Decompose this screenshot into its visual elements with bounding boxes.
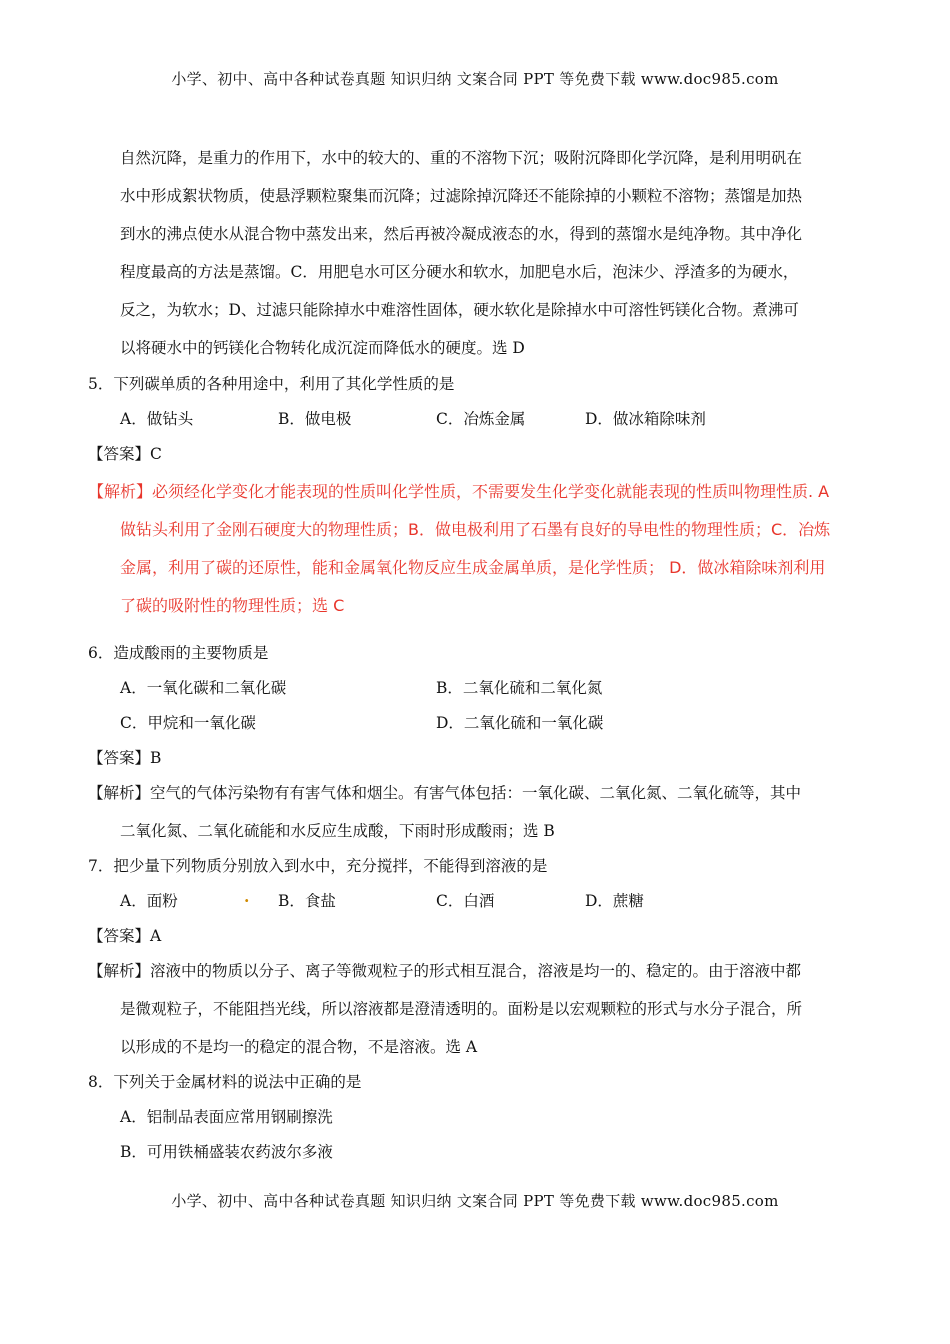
page-header: 小学、初中、高中各种试卷真题 知识归纳 文案合同 PPT 等免费下载 www.doc985.com [171, 70, 779, 88]
q5-answer: 【答案】C [88, 445, 162, 463]
q5-option-b: B．做电极 [278, 410, 352, 428]
q6-option-c: C．甲烷和一氧化碳 [120, 714, 256, 732]
intro-line: 水中形成絮状物质，使悬浮颗粒聚集而沉降；过滤除掉沉降还不能除掉的小颗粒不溶物；蒸馏是加热 [120, 187, 803, 205]
page-footer: 小学、初中、高中各种试卷真题 知识归纳 文案合同 PPT 等免费下载 www.doc985.com [171, 1192, 779, 1210]
q7-option-d: D．蔗糖 [585, 892, 644, 910]
q7-analysis-line: 【解析】溶液中的物质以分子、离子等微观粒子的形式相互混合，溶液是均一的、稳定的。由于溶液中都 [88, 962, 802, 980]
intro-line: 反之，为软水；D、过滤只能除掉水中难溶性固体，硬水软化是除掉水中可溶性钙镁化合物。煮沸可 [120, 301, 799, 319]
q6-option-a: A．一氧化碳和二氧化碳 [120, 679, 287, 697]
intro-line: 自然沉降，是重力的作用下，水中的较大的、重的不溶物下沉；吸附沉降即化学沉降，是利用明矾在 [120, 149, 803, 167]
q8-option-a: A．铝制品表面应常用钢刷擦洗 [120, 1108, 333, 1126]
q5-analysis-line: 金属，利用了碳的还原性，能和金属氧化物反应生成金属单质，是化学性质； D．做冰箱除味剂利用 [120, 558, 826, 577]
question-5-stem: 5．下列碳单质的各种用途中，利用了其化学性质的是 [88, 375, 455, 393]
q7-analysis-line: 以形成的不是均一的稳定的混合物，不是溶液。选 A [120, 1038, 478, 1056]
q7-option-b: B．食盐 [278, 892, 336, 910]
q5-option-c: C．冶炼金属 [436, 410, 526, 428]
q5-analysis-line: 了碳的吸附性的物理性质；选 C [120, 596, 345, 615]
q6-analysis-line: 二氧化氮、二氧化硫能和水反应生成酸，下雨时形成酸雨；选 B [120, 822, 555, 840]
intro-line: 以将硬水中的钙镁化合物转化成沉淀而降低水的硬度。选 D [120, 339, 525, 357]
q6-analysis-line: 【解析】空气的气体污染物有有害气体和烟尘。有害气体包括：一氧化碳、二氧化氮、二氧化硫等，其中 [88, 784, 802, 802]
q5-analysis-line: 做钻头利用了金刚石硬度大的物理性质；B．做电极利用了石墨有良好的导电性的物理性质；C．冶炼 [120, 520, 831, 539]
q6-answer: 【答案】B [88, 749, 162, 767]
question-6-stem: 6．造成酸雨的主要物质是 [88, 644, 269, 662]
q5-analysis-line: 【解析】必须经化学变化才能表现的性质叫化学性质，不需要发生化学变化就能表现的性质叫物理性质. A [88, 482, 830, 501]
q6-option-b: B．二氧化硫和二氧化氮 [436, 679, 603, 697]
intro-line: 到水的沸点使水从混合物中蒸发出来，然后再被冷凝成液态的水，得到的蒸馏水是纯净物。其中净化 [120, 225, 803, 243]
q7-option-a: A．面粉 [120, 892, 178, 910]
q8-option-b: B．可用铁桶盛装农药波尔多液 [120, 1143, 333, 1161]
q5-option-d: D．做冰箱除味剂 [585, 410, 706, 428]
stray-dot-mark: . [244, 887, 250, 906]
q5-option-a: A．做钻头 [120, 410, 194, 428]
question-8-stem: 8．下列关于金属材料的说法中正确的是 [88, 1073, 362, 1091]
q7-answer: 【答案】A [88, 927, 162, 945]
q6-option-d: D．二氧化硫和一氧化碳 [436, 714, 604, 732]
question-7-stem: 7．把少量下列物质分别放入到水中，充分搅拌，不能得到溶液的是 [88, 857, 548, 875]
q7-analysis-line: 是微观粒子，不能阻挡光线，所以溶液都是澄清透明的。面粉是以宏观颗粒的形式与水分子混合，所 [120, 1000, 803, 1018]
q7-option-c: C．白酒 [436, 892, 495, 910]
intro-line: 程度最高的方法是蒸馏。C．用肥皂水可区分硬水和软水，加肥皂水后，泡沫少、浮渣多的为硬水， [120, 263, 799, 281]
